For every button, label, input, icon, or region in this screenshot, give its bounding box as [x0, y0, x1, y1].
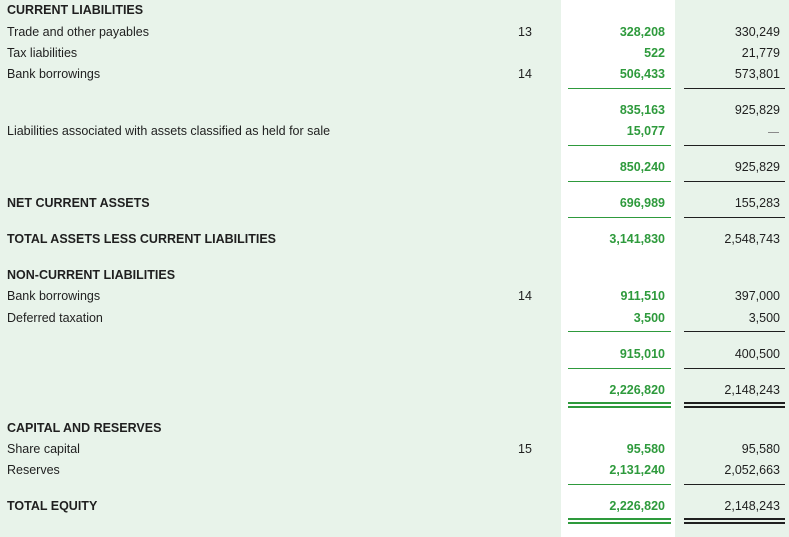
underline	[684, 88, 785, 89]
nil-dash	[768, 132, 779, 133]
underline	[568, 145, 671, 146]
current-year-value: 328,208	[619, 25, 665, 39]
underline	[568, 181, 671, 182]
current-year-value: 95,580	[626, 442, 665, 456]
prior-year-value: 2,052,663	[724, 463, 780, 477]
current-year-value: 3,141,830	[609, 232, 665, 246]
share-capital-row	[0, 439, 789, 461]
trade-payables-row	[0, 22, 789, 44]
total-equity-row	[0, 496, 789, 518]
double-underline-bottom	[684, 522, 785, 524]
section-heading: NON-CURRENT LIABILITIES	[7, 268, 176, 282]
row-label: Share capital	[7, 442, 80, 456]
prior-year-value: 2,148,243	[724, 383, 780, 397]
row-label: Deferred taxation	[7, 311, 103, 325]
current-year-value: 915,010	[619, 347, 665, 361]
current-year-value: 506,433	[619, 67, 665, 81]
underline	[568, 484, 671, 485]
prior-year-value: 3,500	[748, 311, 780, 325]
prior-year-value: 21,779	[741, 46, 780, 60]
current-year-value: 911,510	[620, 289, 665, 303]
note-ref: 13	[518, 25, 532, 39]
note-ref: 14	[518, 289, 532, 303]
prior-year-value: 925,829	[734, 103, 780, 117]
double-underline-bottom	[568, 406, 671, 408]
double-underline-top	[568, 518, 671, 520]
reserves-row	[0, 460, 789, 482]
underline	[684, 484, 785, 485]
prior-year-value: 2,548,743	[724, 232, 780, 246]
double-underline-top	[684, 518, 785, 520]
current-liabilities-heading-row	[0, 0, 789, 22]
deferred-taxation-row	[0, 308, 789, 330]
prior-year-value: 925,829	[734, 160, 780, 174]
row-label: Tax liabilities	[7, 46, 78, 60]
double-underline-bottom	[684, 406, 785, 408]
prior-year-value: 330,249	[734, 25, 780, 39]
underline	[568, 368, 671, 369]
underline	[684, 331, 785, 332]
current-year-value: 835,163	[619, 103, 665, 117]
prior-year-value: 155,283	[734, 196, 780, 210]
underline	[568, 331, 671, 332]
row-label: NET CURRENT ASSETS	[7, 196, 150, 210]
current-year-value: 2,131,240	[609, 463, 665, 477]
double-underline-top	[568, 402, 671, 404]
prior-year-value: 573,801	[734, 67, 780, 81]
underline	[684, 368, 785, 369]
prior-year-value: 400,500	[734, 347, 780, 361]
underline	[568, 217, 671, 218]
section-heading: CAPITAL AND RESERVES	[7, 421, 162, 435]
double-underline-bottom	[568, 522, 671, 524]
current-year-value: 522	[644, 46, 665, 60]
row-label: Bank borrowings	[7, 289, 101, 303]
prior-year-value: 397,000	[734, 289, 780, 303]
total-assets-less-current-liabilities-row	[0, 229, 789, 251]
note-ref: 15	[518, 442, 532, 456]
non-current-liabilities-heading-row	[0, 265, 789, 287]
current-year-value: 3,500	[633, 311, 665, 325]
note-ref: 14	[518, 67, 532, 81]
underline	[684, 181, 785, 182]
row-label: Reserves	[7, 463, 60, 477]
held-for-sale-row	[0, 121, 789, 143]
row-label: Bank borrowings	[7, 67, 101, 81]
double-underline-top	[684, 402, 785, 404]
current-year-value: 15,077	[626, 124, 665, 138]
underline	[568, 88, 671, 89]
current-liabilities-subtotal-row	[0, 100, 789, 122]
section-heading: CURRENT LIABILITIES	[7, 3, 144, 17]
current-year-value: 2,226,820	[609, 499, 665, 513]
current-liabilities-total-row	[0, 157, 789, 179]
current-year-value: 2,226,820	[609, 383, 665, 397]
row-label: Liabilities associated with assets classified as held for sale	[7, 124, 331, 138]
prior-year-value: 95,580	[741, 442, 780, 456]
current-year-value: 850,240	[619, 160, 665, 174]
bank-borrowings-non-current-row	[0, 286, 789, 308]
net-current-assets-row	[0, 193, 789, 215]
capital-and-reserves-heading-row	[0, 418, 789, 440]
row-label: TOTAL ASSETS LESS CURRENT LIABILITIES	[7, 232, 277, 246]
underline	[684, 217, 785, 218]
net-assets-row	[0, 380, 789, 402]
prior-year-value: 2,148,243	[724, 499, 780, 513]
non-current-liabilities-total-row	[0, 344, 789, 366]
row-label: Trade and other payables	[7, 25, 149, 39]
bank-borrowings-current-row	[0, 64, 789, 86]
underline	[684, 145, 785, 146]
tax-liabilities-row	[0, 43, 789, 65]
row-label: TOTAL EQUITY	[7, 499, 98, 513]
current-year-value: 696,989	[619, 196, 665, 210]
